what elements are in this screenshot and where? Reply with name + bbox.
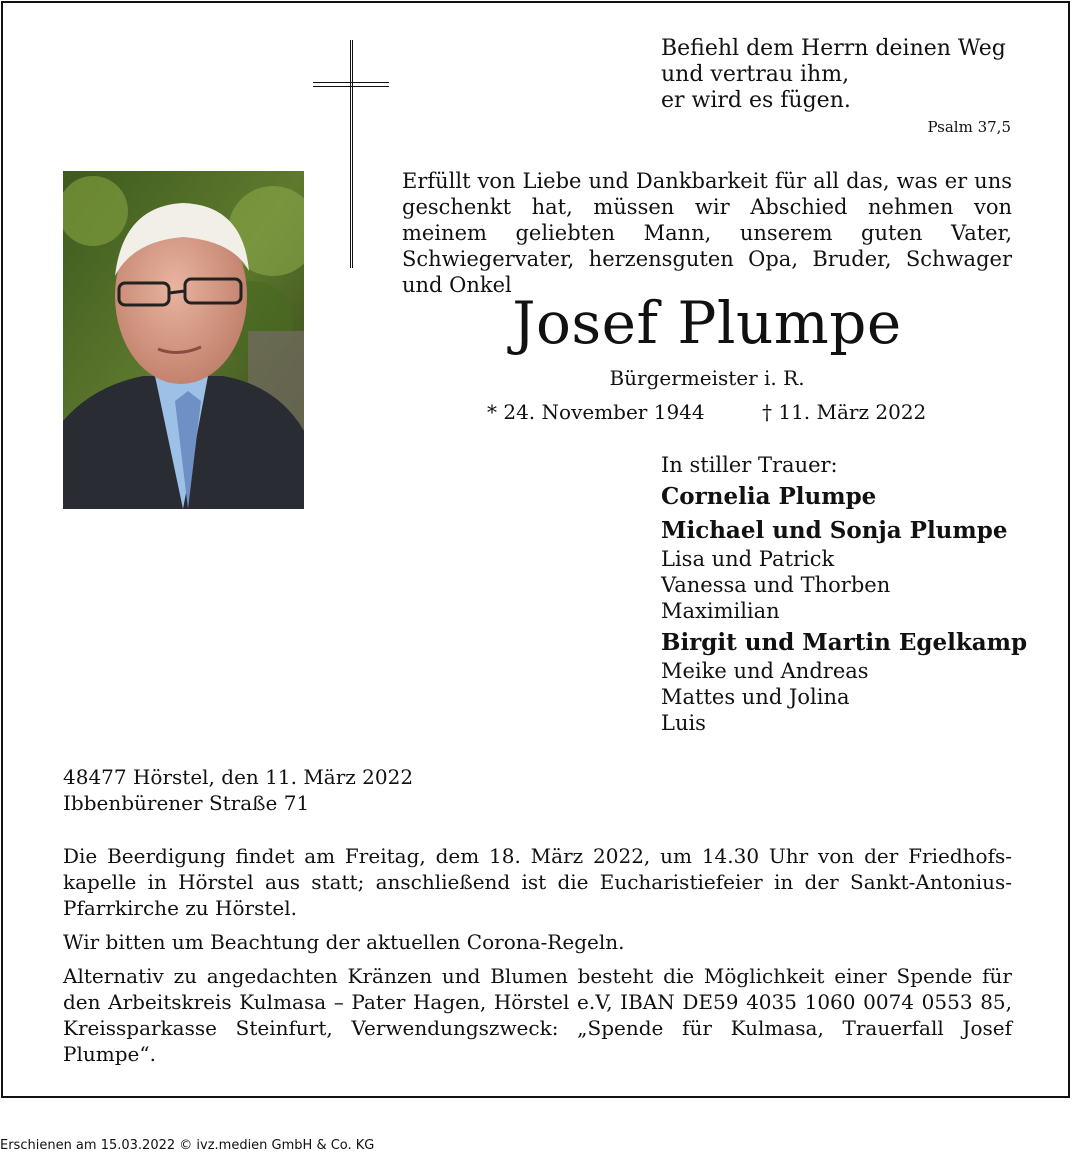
psalm-line: und vertrau ihm, — [661, 62, 850, 87]
donation-info: Alternativ zu angedachten Kränzen und Blumen besteht die Möglichkeit einer Spende für den Arbeitskreis Kulmasa – Pater Hagen, Hörstel e.V, IBAN DE59 4035 1060 0074 0553 85, Kreissparkasse Steinfurt, Verwendungszweck: „Spende für Kulmasa, Trauerfall Josef Plumpe“. — [63, 964, 1012, 1066]
info-block — [63, 843, 1012, 1075]
mourners-heading: In stiller Trauer: — [661, 453, 838, 477]
mourner-lead: Birgit und Martin Egelkamp — [661, 629, 1028, 656]
funeral-info: Die Beerdigung findet am Freitag, dem 18. März 2022, um 14.30 Uhr von der Friedhofskapelle in Hörstel aus statt; anschließend ist die Eucharistiefeier in der Sankt-Antonius-Pfarrkirche zu Hörstel. — [63, 844, 1012, 920]
mourner-lead: Michael und Sonja Plumpe — [661, 517, 1008, 544]
mourner-lead: Cornelia Plumpe — [661, 483, 877, 510]
portrait-photo — [63, 171, 304, 509]
mourner-member: Lisa und Patrick — [661, 547, 835, 571]
street-address: Ibbenbürener Straße 71 — [63, 791, 310, 815]
psalm-quote — [661, 36, 1006, 114]
deceased-title: Bürgermeister i. R. — [609, 366, 805, 390]
intro-text: Erfüllt von Liebe und Dankbarkeit für all das, was er uns geschenkt hat, müssen wir Abschied nehmen von meinem geliebten Mann, unserem guten Vater, Schwiegervater, herzensguten Opa, Bruder, Schwager und Onkel — [402, 169, 1012, 297]
cross-icon-bar — [313, 82, 389, 87]
mourner-member: Vanessa und Thorben — [661, 573, 891, 597]
publication-footer: Erschienen am 15.03.2022 © ivz.medien GmbH & Co. KG — [0, 1138, 375, 1153]
corona-info: Wir bitten um Beachtung der aktuellen Corona-Regeln. — [63, 930, 625, 954]
death-date: † 11. März 2022 — [762, 400, 927, 424]
psalm-line: er wird es fügen. — [661, 88, 851, 113]
birth-date: * 24. November 1944 — [487, 400, 705, 424]
address-block — [63, 764, 413, 816]
mourner-member: Maximilian — [661, 599, 780, 623]
psalm-line: Befiehl dem Herrn deinen Weg — [661, 36, 1006, 61]
mourners-list — [661, 452, 1027, 736]
mourner-member: Meike und Andreas — [661, 659, 869, 683]
mourner-member: Mattes und Jolina — [661, 685, 850, 709]
place-date: 48477 Hörstel, den 11. März 2022 — [63, 765, 414, 789]
psalm-reference: Psalm 37,5 — [927, 118, 1011, 136]
mourner-member: Luis — [661, 711, 706, 735]
deceased-name: Josef Plumpe — [512, 289, 902, 357]
cross-icon — [350, 40, 353, 268]
